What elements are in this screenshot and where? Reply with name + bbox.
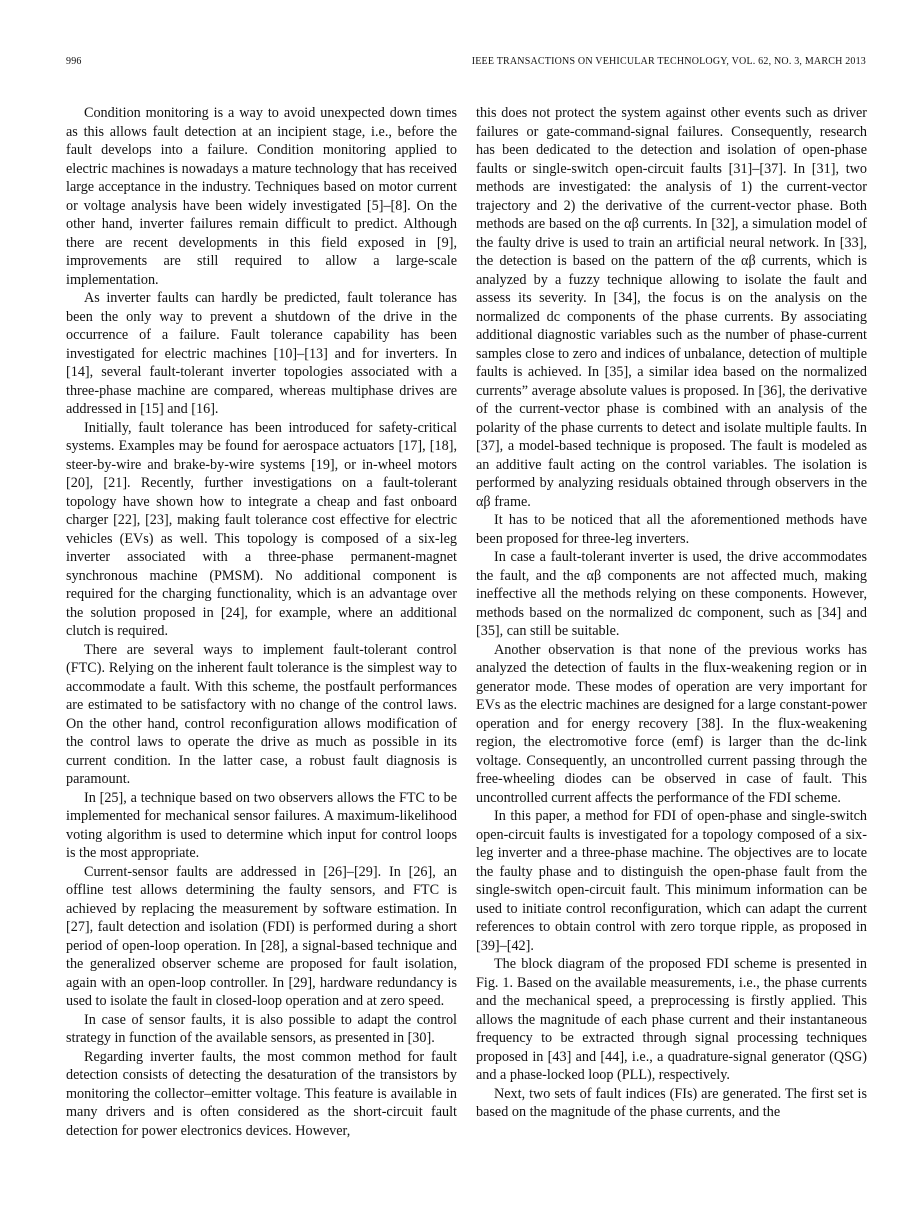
paragraph: In case a fault-tolerant inverter is used, the drive accommodates the fault, and the αβ components are not affected much, making ineffective all the methods relying on these components. However, methods based on the normalized dc component, such as [34] and [35], can still be suitable. (476, 549, 867, 639)
paragraph: In case of sensor faults, it is also possible to adapt the control strategy in function of the available sensors, as presented in [30]. (66, 1011, 457, 1046)
paragraph: Initially, fault tolerance has been introduced for safety-critical systems. Examples may be found for aerospace actuators [17], [18], steer-by-wire and brake-by-wire systems [19], or in-wheel motors [20], [21]. Recently, further investigations on a fault-tolerant topology have shown how to integrate a cheap and fast onboard charger [22], [23], making fault tolerance cost effective for electric vehicles (EVs) as well. This topology is composed of a six-leg inverter associated with a three-phase permanent-magnet synchronous machine (PMSM). No additional component is required for the charging functionality, which is an advantage over the solution proposed in [24], for example, where an additional clutch is required. (66, 419, 457, 639)
paragraph: this does not protect the system against other events such as driver failures or gate-command-signal failures. Consequently, research has been dedicated to the detection and isolation of open-phase faults or single-switch open-circuit faults [31]–[37]. In [31], two methods are investigated: the analysis of 1) the current-vector trajectory and 2) the derivative of the current-vector phase. Both methods are based on the αβ currents. In [32], a simulation model of the faulty drive is used to train an artificial neural network. In [33], the detection is based on the pattern of the αβ currents, which is analyzed by a fuzzy technique allowing to isolate the fault and assess its severity. In [34], the focus is on the analysis on the normalized dc components of the phase currents. By associating additional diagnostic variables such as the number of phase-current samples close to zero and indices of unbalance, detection of multiple faults is achieved. In [35], a similar idea based on the normalized currents” average absolute values is proposed. In [36], the derivative of the current-vector phase is combined with an analysis of the polarity of the phase currents to detect and isolate multiple faults. In [37], a model-based technique is proposed. The fault is modeled as an additive fault acting on the control variables. The isolation is performed by analyzing residuals obtained through observers in the αβ frame. (476, 105, 867, 510)
paragraph: There are several ways to implement fault-tolerant control (FTC). Relying on the inherent fault tolerance is the simplest way to accommodate a fault. With this scheme, the postfault performances are estimated to be satisfactory with no change of the control laws. On the other hand, control reconfiguration allows modification of the control laws to operate the drive as much as possible in its current condition. In the latter case, a robust fault diagnosis is paramount. (66, 641, 457, 787)
paragraph: Regarding inverter faults, the most common method for fault detection consists of detecting the desaturation of the transistors by monitoring the collector–emitter voltage. This feature is available in many drivers and is often considered as the short-circuit fault detection for power electronics devices. However, (66, 1048, 457, 1139)
left-column (66, 104, 457, 1140)
paragraph: Another observation is that none of the previous works has analyzed the detection of faults in the flux-weakening region or in generator mode. These modes of operation are very important for EVs as the electric machines are designed for a large constant-power operation and for energy recovery [38]. In the flux-weakening region, the electromotive force (emf) is larger than the dc-link voltage. Consequently, an uncontrolled current passing through the free-wheeling diodes can be observed in case of fault. This uncontrolled current affects the performance of the FDI scheme. (476, 641, 867, 806)
journal-header: IEEE TRANSACTIONS ON VEHICULAR TECHNOLOGY, VOL. 62, NO. 3, MARCH 2013 (471, 56, 866, 67)
paragraph: In [25], a technique based on two observers allows the FTC to be implemented for mechanical sensor failures. A maximum-likelihood voting algorithm is used to determine which input for control loops is the most appropriate. (66, 789, 457, 861)
paragraph: Next, two sets of fault indices (FIs) are generated. The first set is based on the magnitude of the phase currents, and the (476, 1085, 867, 1120)
paragraph: Condition monitoring is a way to avoid unexpected down times as this allows fault detection at an incipient stage, i.e., before the fault develops into a failure. Condition monitoring applied to electric machines is nowadays a mature technology that has received large acceptance in the industry. Techniques based on motor current or voltage analysis have been widely investigated [5]–[8]. On the other hand, inverter failures remain difficult to predict. Although there are recent developments in this field exposed in [9], improvements are still required to allow a large-scale implementation. (66, 105, 457, 288)
paragraph: Current-sensor faults are addressed in [26]–[29]. In [26], an offline test allows determining the faulty sensors, and FTC is achieved by replacing the measurement by software estimation. In [27], fault detection and isolation (FDI) is performed during a short period of open-loop operation. In [28], a signal-based technique and the generalized observer scheme are proposed for fault isolation, again with an open-loop controller. In [29], hardware redundancy is used to isolate the fault in closed-loop operation and at zero speed. (66, 863, 457, 1009)
paragraph: It has to be noticed that all the aforementioned methods have been proposed for three-leg inverters. (476, 512, 867, 547)
paragraph: In this paper, a method for FDI of open-phase and single-switch open-circuit faults is investigated for a topology composed of a six-leg inverter and a three-phase machine. The objectives are to locate the faulty phase and to distinguish the open-phase fault from the single-switch open-circuit fault. This minimum information can be used to initiate control reconfiguration, which can adapt the current references to obtain control with zero torque ripple, as proposed in [39]–[42]. (476, 808, 867, 954)
page-number: 996 (66, 56, 82, 67)
running-header (66, 56, 866, 72)
paragraph: As inverter faults can hardly be predicted, fault tolerance has been the only way to prevent a shutdown of the drive in the occurrence of a failure. Fault tolerance capability has been investigated for electric machines [10]–[13] and for inverters. In [14], several fault-tolerant inverter topologies associated with a three-phase machine are compared, whereas multiphase drives are addressed in [15] and [16]. (66, 290, 457, 417)
paragraph: The block diagram of the proposed FDI scheme is presented in Fig. 1. Based on the available measurements, i.e., the phase currents and the mechanical speed, a preprocessing is firstly applied. This allows the magnitude of each phase current and their instantaneous frequency to be extracted through signal processing techniques proposed in [43] and [44], i.e., a quadrature-signal generator (QSG) and a phase-locked loop (PLL), respectively. (476, 956, 867, 1083)
right-column (476, 104, 867, 1122)
